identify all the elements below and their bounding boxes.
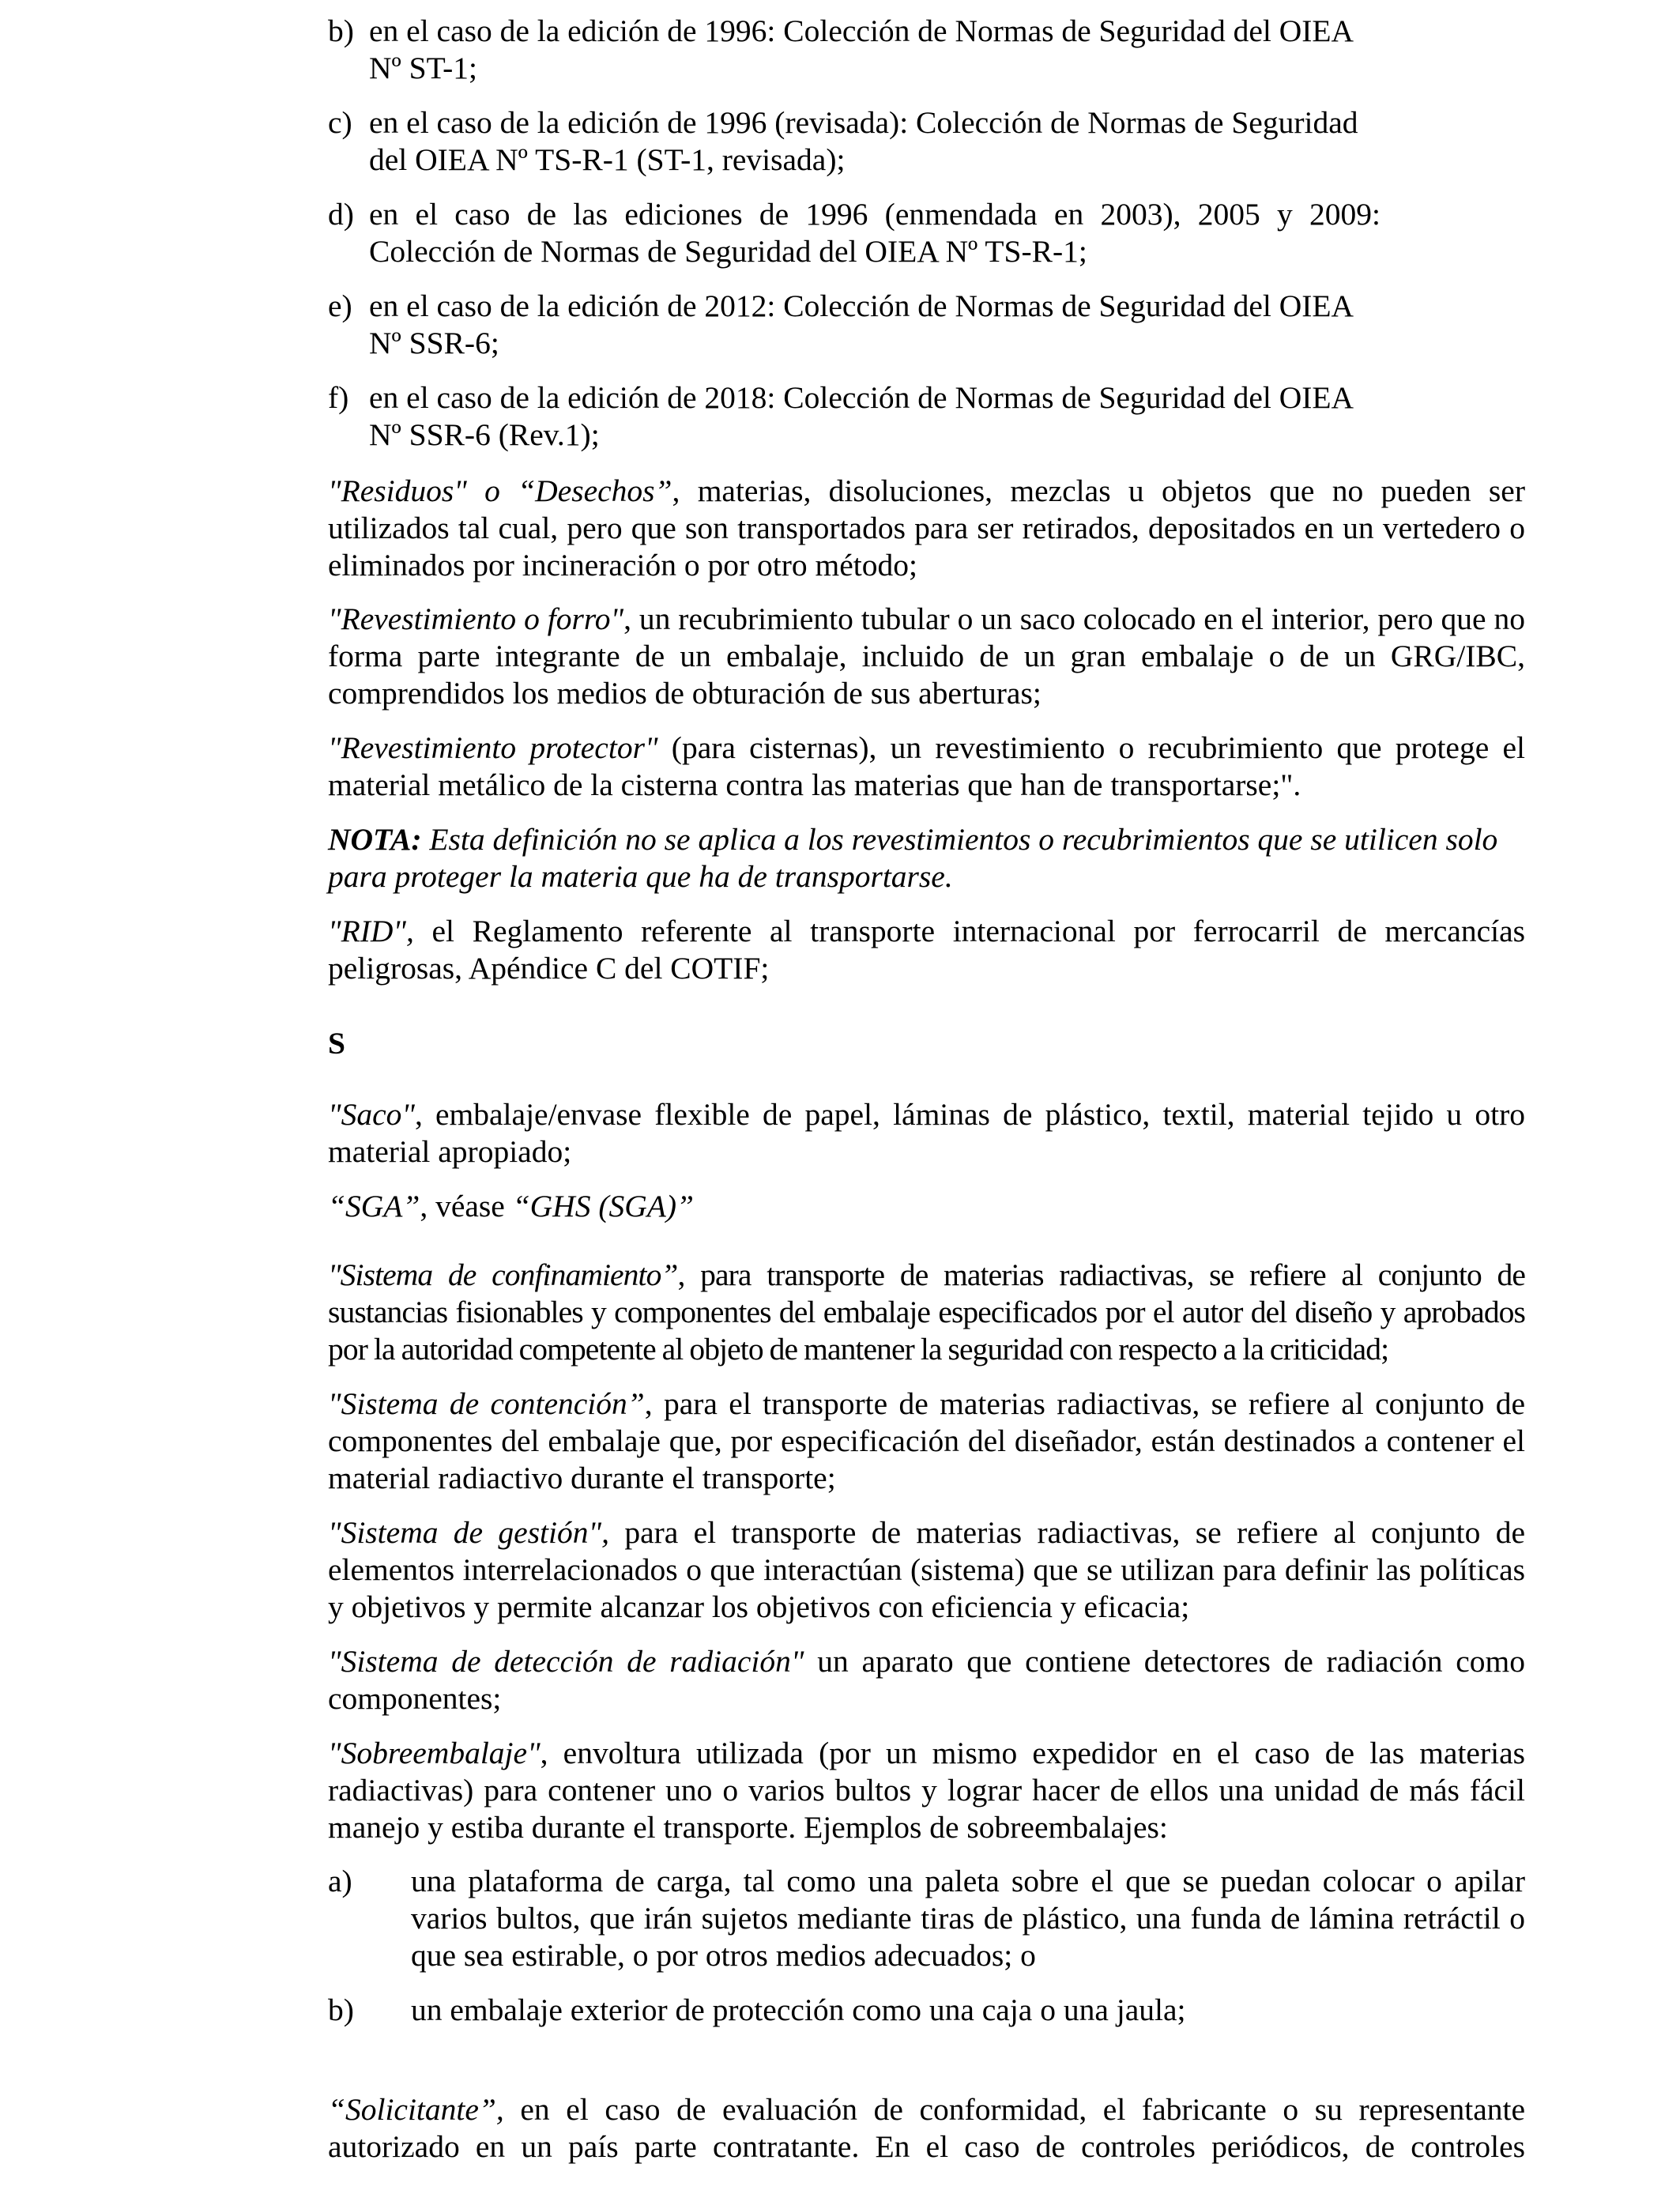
definition-sistema-deteccion: [328, 1643, 1525, 1717]
list-item-label: b): [328, 13, 354, 48]
list-item-label: d): [328, 197, 354, 232]
definition-sistema-gestion: [328, 1514, 1525, 1626]
list-item-line: en el caso de la edición de 1996 (revisada): Colección de Normas de Seguridad: [369, 105, 1358, 140]
list-item-text: un embalaje exterior de protección como una caja o una jaula;: [411, 1992, 1186, 2027]
definition-text: un aparato que contiene detectores de radiación como componentes;: [328, 1644, 1525, 1716]
definition-term: "Sistema de confinamiento”: [328, 1257, 678, 1292]
definition-revestimiento-protector: [328, 729, 1525, 804]
list-item-line: del OIEA Nº TS-R-1 (ST-1, revisada);: [369, 142, 846, 177]
definition-text: , para transporte de materias radiactivas, se refiere al conjunto de sustancias fisionables y componentes del embalaje especificados por el autor del diseño y aprobados por la autoridad competente al objeto de mantener la seguridad con respecto a la criticidad;: [328, 1257, 1525, 1367]
definition-reference: “GHS (SGA)”: [512, 1189, 695, 1223]
list-item-line: Colección de Normas de Seguridad del OIEA Nº TS-R-1;: [369, 234, 1087, 269]
definition-text: , un recubrimiento tubular o un saco colocado en el interior, pero que no forma parte integrante de un embalaje, incluido de un gran embalaje o de un GRG/IBC, comprendidos los medios de obturación de sus aberturas;: [328, 601, 1525, 711]
definition-sobreembalaje: [328, 1735, 1525, 1846]
list-item-line: en el caso de la edición de 2012: Colección de Normas de Seguridad del OIEA: [369, 288, 1354, 323]
note-text: Esta definición no se aplica a los revestimientos o recubrimientos que se utilicen solo para proteger la materia que ha de transportarse.: [328, 822, 1498, 894]
definition-sistema-confinamiento: [328, 1257, 1525, 1368]
definition-term: "Sobreembalaje": [328, 1736, 541, 1770]
definition-term: “Solicitante”,: [328, 2092, 504, 2127]
definition-text: , para el transporte de materias radiactivas, se refiere al conjunto de componentes del embalaje que, por especificación del diseñador, están destinados a contener el material radiactivo durante el transporte;: [328, 1386, 1525, 1495]
definition-term: "Sistema de detección de radiación": [328, 1644, 804, 1679]
list-item-label: a): [328, 1864, 352, 1898]
definition-text: para el transporte de materias radiactivas, se refiere al conjunto de elementos interrelacionados o que interactúan (sistema) que se utilizan para definir las políticas y objetivos y permite alcanzar los objetivos con eficiencia y eficacia;: [328, 1515, 1526, 1624]
note: [328, 821, 1525, 895]
definition-text: (para cisternas), un revestimiento o recubrimiento que protege el material metálico de la cisterna contra las materias que han de transportarse;".: [328, 730, 1525, 802]
definition-term: "RID",: [328, 914, 414, 948]
definition-text: el Reglamento referente al transporte internacional por ferrocarril de mercancías peligrosas, Apéndice C del COTIF;: [328, 914, 1525, 986]
definition-residuos: [328, 473, 1525, 584]
definition-term: "Revestimiento o forro": [328, 601, 624, 636]
list-item-line: en el caso de la edición de 2018: Colección de Normas de Seguridad del OIEA: [369, 380, 1354, 415]
definition-term: “SGA”: [328, 1189, 420, 1223]
list-item-label: b): [328, 1992, 354, 2027]
definition-saco: [328, 1096, 1525, 1171]
definition-sga: [328, 1188, 1525, 1225]
definition-revestimiento-forro: [328, 601, 1525, 712]
definition-solicitante: [328, 2091, 1525, 2166]
definition-text: en el caso de evaluación de conformidad, el fabricante o su representante autorizado en un país parte contratante. En el caso de controles periódicos, de controles: [328, 2092, 1525, 2164]
list-item-line: Nº SSR-6 (Rev.1);: [369, 417, 600, 452]
definition-term: "Residuos" o “Desechos”: [328, 473, 672, 508]
list-item-label: e): [328, 288, 352, 323]
definition-sistema-contencion: [328, 1385, 1525, 1497]
definition-text: , materias, disoluciones, mezclas u objetos que no pueden ser utilizados tal cual, pero que son transportados para ser retirados, depositados en un vertedero o eliminados por incineración o por otro método;: [328, 473, 1525, 582]
definition-term: "Sistema de gestión",: [328, 1515, 609, 1550]
list-item-line: en el caso de las ediciones de 1996 (enmendada en 2003), 2005 y 2009:: [369, 197, 1381, 232]
section-heading: S: [328, 1026, 345, 1061]
definition-term: "Saco": [328, 1097, 415, 1132]
definition-text: , embalaje/envase flexible de papel, láminas de plástico, textil, material tejido u otro material apropiado;: [328, 1097, 1525, 1169]
definition-term: "Revestimiento protector": [328, 730, 658, 765]
definition-text: , envoltura utilizada (por un mismo expedidor en el caso de las materias radiactivas) para contener uno o varios bultos y lograr hacer de ellos una unidad de más fácil manejo y estiba durante el transporte. Ejemplos de sobreembalajes:: [328, 1736, 1525, 1845]
list-item-line: en el caso de la edición de 1996: Colección de Normas de Seguridad del OIEA: [369, 13, 1354, 48]
definition-rid: [328, 913, 1525, 987]
note-label: NOTA:: [328, 822, 422, 857]
definition-term: "Sistema de contención”: [328, 1386, 645, 1421]
definition-text: , véase: [420, 1189, 513, 1223]
list-item-line: Nº SSR-6;: [369, 326, 499, 360]
list-item-label: f): [328, 380, 349, 415]
list-item-text: una plataforma de carga, tal como una paleta sobre el que se puedan colocar o apilar varios bultos, que irán sujetos mediante tiras de plástico, una funda de lámina retráctil o que sea estirable, o por otros medios adecuados; o: [411, 1864, 1525, 1973]
list-item-line: Nº ST-1;: [369, 51, 477, 85]
list-item-label: c): [328, 105, 352, 140]
